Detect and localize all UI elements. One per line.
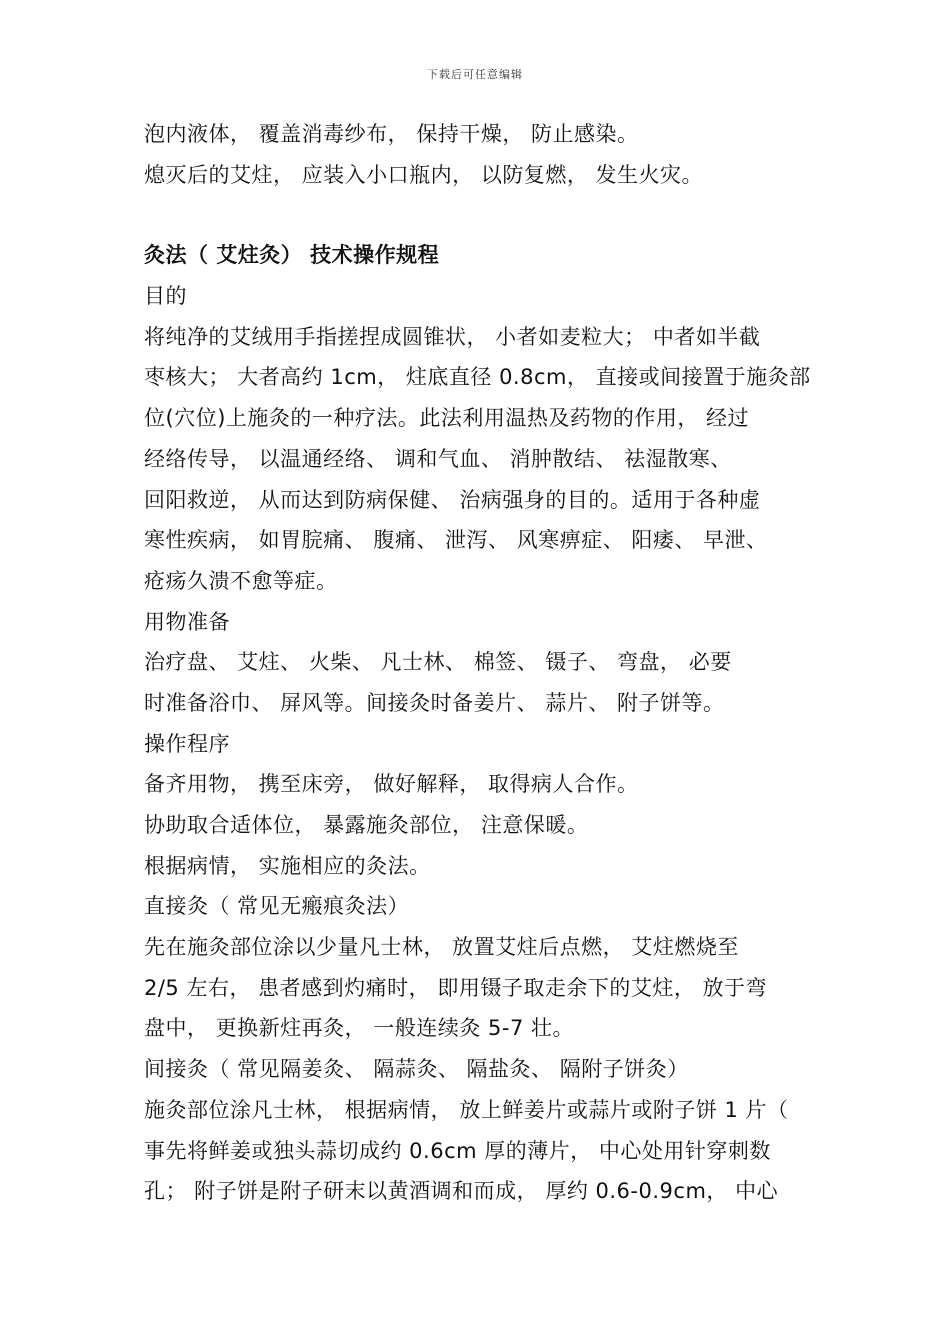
paragraph-line: 时准备浴巾、 屏风等。间接灸时备姜片、 蒜片、 附子饼等。: [144, 690, 725, 715]
paragraph-line: 枣核大； 大者高约 1cm， 炷底直径 0.8cm， 直接或间接置于施灸部: [144, 365, 811, 390]
paragraph-line: 位(穴位)上施灸的一种疗法。此法利用温热及药物的作用， 经过: [144, 406, 750, 431]
paragraph-line: 施灸部位涂凡士林， 根据病情， 放上鲜姜片或蒜片或附子饼 1 片（: [144, 1097, 789, 1122]
document-body: [144, 114, 834, 1212]
paragraph-line: 根据病情， 实施相应的灸法。: [144, 853, 431, 878]
paragraph-line: 寒性疾病， 如胃脘痛、 腹痛、 泄泻、 风寒痹症、 阳痿、 早泄、: [144, 528, 768, 553]
paragraph-line: 先在施灸部位涂以少量凡士林， 放置艾炷后点燃， 艾炷燃烧至: [144, 935, 739, 960]
paragraph-line: 回阳救逆， 从而达到防病保健、 治病强身的目的。适用于各种虚: [144, 487, 761, 512]
paragraph-line: 熄灭后的艾炷， 应装入小口瓶内， 以防复燃， 发生火灾。: [144, 162, 704, 187]
paragraph-line: 盘中， 更换新炷再灸， 一般连续灸 5-7 壮。: [144, 1016, 574, 1041]
paragraph-line: 治疗盘、 艾炷、 火柴、 凡士林、 棉签、 镊子、 弯盘， 必要: [144, 650, 732, 675]
paragraph-line: 协助取合适体位， 暴露施灸部位， 注意保暖。: [144, 813, 589, 837]
section-spacer: [144, 195, 834, 235]
paragraph-line: 疮疡久溃不愈等症。: [144, 568, 338, 593]
subheading-indirect-moxibustion: 间接灸（ 常见隔姜灸、 隔蒜灸、 隔盐灸、 隔附子饼灸）: [144, 1057, 689, 1082]
subheading-purpose: 目的: [144, 284, 187, 309]
paragraph-line: 2/5 左右， 患者感到灼痛时， 即用镊子取走余下的艾炷， 放于弯: [144, 975, 767, 1000]
section-title: 灸法（ 艾炷灸） 技术操作规程: [144, 243, 440, 268]
subheading-direct-moxibustion: 直接灸（ 常见无瘢痕灸法）: [144, 894, 410, 919]
subheading-procedure: 操作程序: [144, 731, 230, 756]
paragraph-line: 泡内液体， 覆盖消毒纱布， 保持干燥， 防止感染。: [144, 122, 639, 146]
paragraph-line: 经络传导， 以温通经络、 调和气血、 消肿散结、 祛湿散寒、: [144, 446, 732, 471]
page-header: 下载后可任意编辑: [427, 68, 523, 81]
paragraph-line: 备齐用物， 携至床旁， 做好解释， 取得病人合作。: [144, 772, 639, 797]
paragraph-line: 孔； 附子饼是附子研末以黄酒调和而成， 厚约 0.6-0.9cm， 中心: [144, 1179, 779, 1204]
paragraph-line: 事先将鲜姜或独头蒜切成约 0.6cm 厚的薄片， 中心处用针穿刺数: [144, 1138, 771, 1163]
subheading-materials: 用物准备: [144, 609, 230, 634]
paragraph-line: 将纯净的艾绒用手指搓捏成圆锥状， 小者如麦粒大； 中者如半截: [144, 324, 761, 349]
